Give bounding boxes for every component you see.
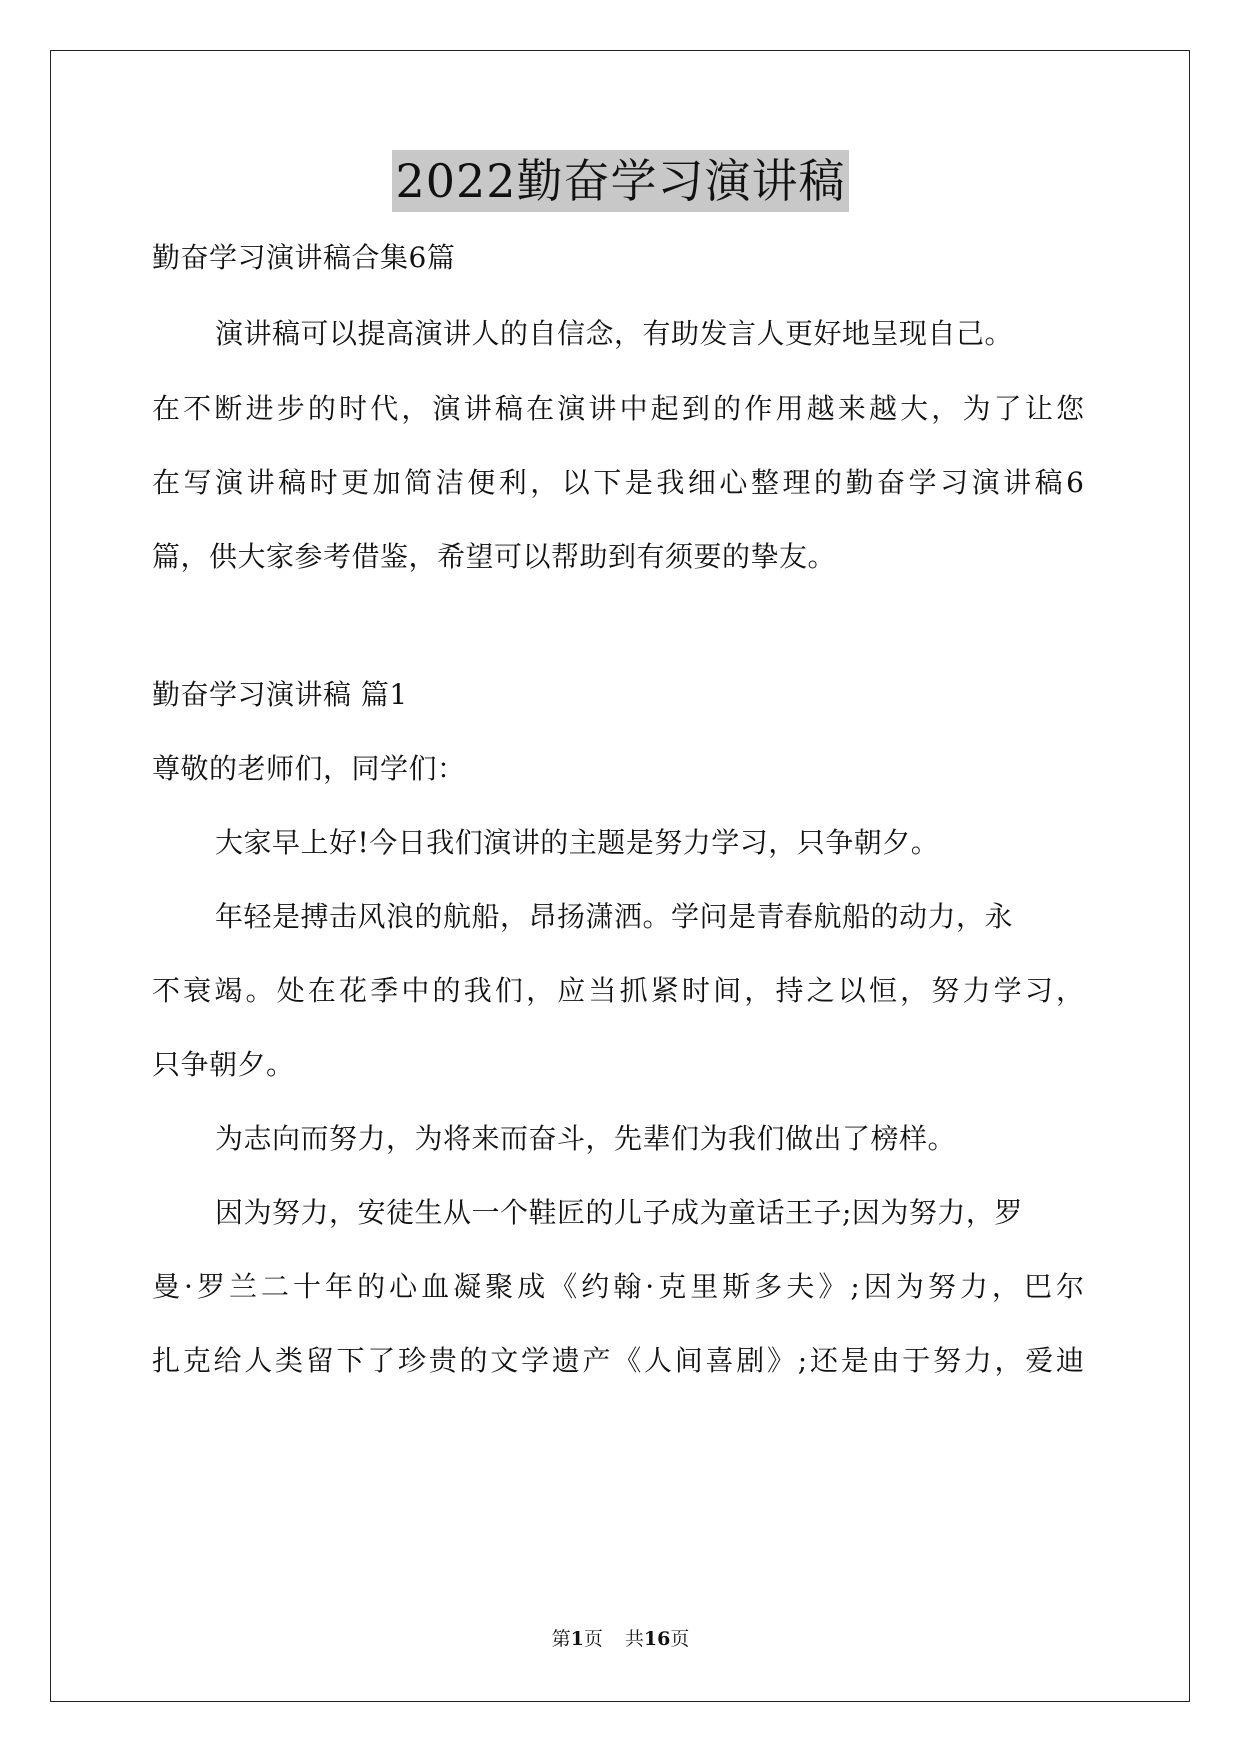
paragraph-2-line-3: 只争朝夕。 bbox=[152, 1048, 295, 1081]
total-suffix: 页 bbox=[670, 1628, 690, 1650]
page-footer bbox=[0, 1626, 1241, 1652]
section-heading: 勤奋学习演讲稿 篇1 bbox=[152, 678, 408, 711]
total-prefix: 共 bbox=[624, 1628, 644, 1650]
collection-heading: 勤奋学习演讲稿合集6篇 bbox=[152, 241, 456, 274]
paragraph-4-line-3: 扎克给人类留下了珍贵的文学遗产《人间喜剧》;还是由于努力，爱迪 bbox=[152, 1344, 1084, 1377]
salutation: 尊敬的老师们，同学们： bbox=[152, 752, 466, 785]
total-pages: 16 bbox=[643, 1628, 671, 1650]
title-area bbox=[0, 150, 1241, 212]
page-suffix: 页 bbox=[583, 1628, 603, 1650]
document-title: 2022勤奋学习演讲稿 bbox=[392, 150, 848, 212]
intro-line-1: 演讲稿可以提高演讲人的自信念，有助发言人更好地呈现自己。 bbox=[215, 317, 1014, 350]
paragraph-4-line-1: 因为努力，安徒生从一个鞋匠的儿子成为童话王子;因为努力，罗 bbox=[215, 1196, 1023, 1229]
intro-line-4: 篇，供大家参考借鉴，希望可以帮助到有须要的挚友。 bbox=[152, 540, 837, 573]
paragraph-4-line-2: 曼·罗兰二十年的心血凝聚成《约翰·克里斯多夫》;因为努力，巴尔 bbox=[152, 1270, 1084, 1303]
paragraph-2-line-1: 年轻是搏击风浪的航船，昂扬潇洒。学问是青春航船的动力，永 bbox=[215, 900, 1014, 933]
paragraph-2-line-2: 不衰竭。处在花季中的我们，应当抓紧时间，持之以恒，努力学习， bbox=[152, 974, 1084, 1007]
intro-line-2: 在不断进步的时代，演讲稿在演讲中起到的作用越来越大，为了让您 bbox=[152, 392, 1084, 425]
intro-line-3: 在写演讲稿时更加简洁便利，以下是我细心整理的勤奋学习演讲稿6 bbox=[152, 466, 1084, 499]
page-prefix: 第 bbox=[551, 1628, 571, 1650]
page-number: 1 bbox=[570, 1628, 584, 1650]
paragraph-3-line-1: 为志向而努力，为将来而奋斗，先辈们为我们做出了榜样。 bbox=[215, 1122, 957, 1155]
page-border bbox=[50, 50, 1190, 1702]
paragraph-1-line-1: 大家早上好!今日我们演讲的主题是努力学习，只争朝夕。 bbox=[215, 826, 940, 859]
